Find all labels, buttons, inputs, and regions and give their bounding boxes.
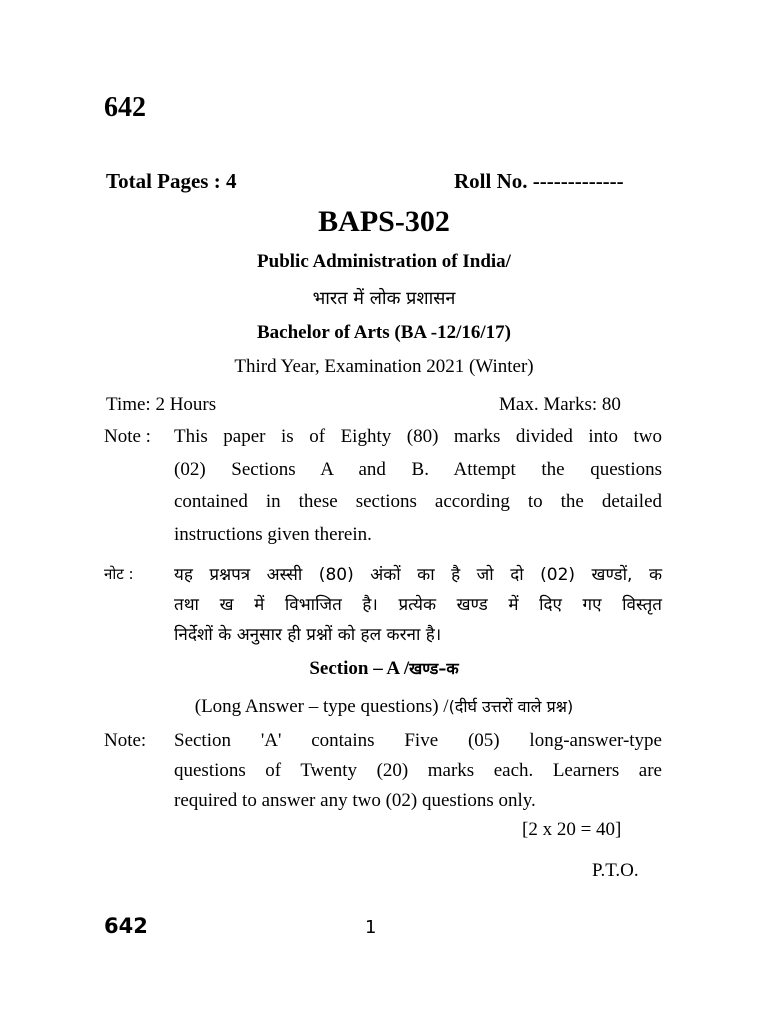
program: Bachelor of Arts (BA -12/16/17) — [256, 322, 511, 343]
note-hindi-line: निर्देशों के अनुसार ही प्रश्नों को हल करना है। — [174, 625, 442, 645]
note-label-hindi: नोट : — [104, 565, 134, 583]
note-line: (02) Sections A and B. Attempt the questions — [174, 459, 662, 480]
pto: P.T.O. — [592, 860, 639, 881]
course-code: BAPS-302 — [318, 205, 450, 238]
roll-no: Roll No. ------------- — [454, 169, 624, 193]
footer-paper-code: 642 — [104, 914, 148, 938]
note-line: instructions given therein. — [174, 524, 372, 545]
section-note-line: questions of Twenty (20) marks each. Learners are — [174, 760, 662, 781]
max-marks: Max. Marks: 80 — [499, 394, 621, 415]
section-subtitle-english: (Long Answer – type questions) / — [194, 696, 449, 717]
exam-session: Third Year, Examination 2021 (Winter) — [234, 356, 534, 377]
section-title-english: Section – A / — [309, 658, 410, 679]
note-line: This paper is of Eighty (80) marks divided into two — [174, 426, 662, 447]
section-subtitle — [0, 695, 768, 718]
note-hindi-line: तथा ख में विभाजित है। प्रत्येक खण्ड में दिए गए विस्तृत — [174, 595, 662, 615]
section-title — [0, 657, 768, 680]
note-label: Note : — [104, 426, 151, 447]
section-title-hindi: खण्ड–क — [409, 659, 459, 678]
section-subtitle-hindi: (दीर्घ उत्तरों वाले प्रश्न) — [448, 697, 574, 716]
total-pages: Total Pages : 4 — [106, 169, 237, 193]
paper-code: 642 — [104, 92, 146, 123]
page-number: 1 — [365, 917, 377, 938]
subject-hindi: भारत में लोक प्रशासन — [312, 288, 456, 309]
note-hindi-line: यह प्रश्नपत्र अस्सी (80) अंकों का है जो दो (02) खण्डों, क — [174, 565, 662, 585]
section-note-line: Section 'A' contains Five (05) long-answer-type — [174, 730, 662, 751]
section-marks: [2 x 20 = 40] — [522, 819, 622, 840]
section-note-label: Note: — [104, 730, 147, 751]
time-allowed: Time: 2 Hours — [106, 394, 217, 415]
note-line: contained in these sections according to the detailed — [174, 491, 662, 512]
subject-english: Public Administration of India/ — [257, 251, 511, 272]
section-note-line: required to answer any two (02) questions only. — [174, 790, 536, 811]
